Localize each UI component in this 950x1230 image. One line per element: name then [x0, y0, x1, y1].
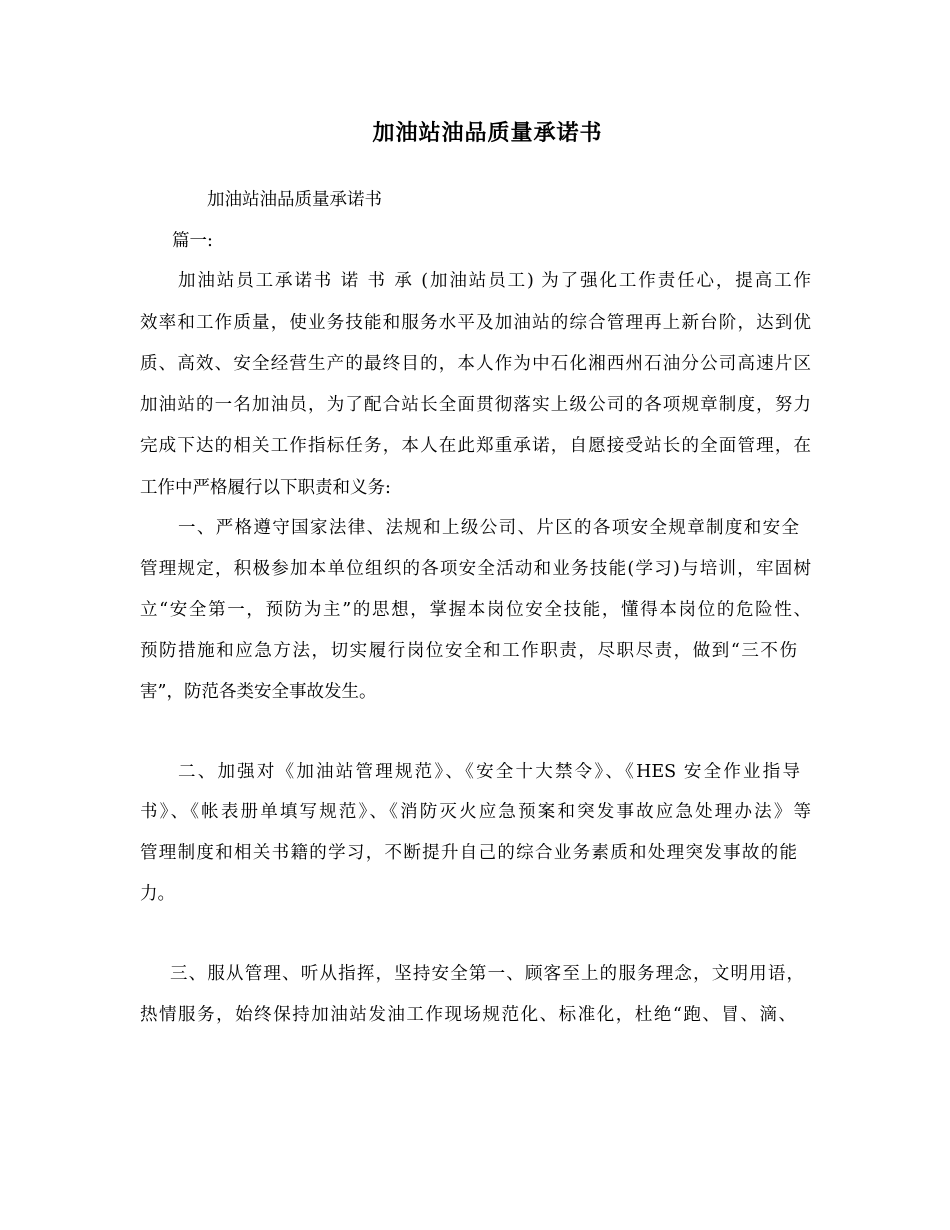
paragraph-line: 热情服务，始终保持加油站发油工作现场规范化、标准化，杜绝“跑、冒、滴、	[140, 1005, 796, 1025]
paragraph-line: 加油站的一名加油员，为了配合站长全面贯彻落实上级公司的各项规章制度，努力	[140, 395, 811, 415]
paragraph-line: 管理制度和相关书籍的学习，不断提升自己的综合业务素质和处理突发事故的能	[140, 843, 797, 863]
paragraph-line: 工作中严格履行以下职责和义务:	[140, 478, 391, 498]
paragraph-line: 质、高效、安全经营生产的最终目的，本人作为中石化湘西州石油分公司高速片区	[140, 354, 811, 374]
paragraph-line: 完成下达的相关工作指标任务，本人在此郑重承诺，自愿接受站长的全面管理，在	[140, 436, 811, 456]
paragraph-line: 立“安全第一，预防为主”的思想，掌握本岗位安全技能，懂得本岗位的危险性、	[140, 600, 811, 620]
paragraph-line: 害”，防范各类安全事故发生。	[140, 682, 377, 702]
paragraph-line: 效率和工作质量，使业务技能和服务水平及加油站的综合管理再上新台阶，达到优	[140, 313, 811, 333]
paragraph-line: 二、加强对《加油站管理规范》、《安全十大禁令》、《HES 安全作业指导	[178, 762, 800, 782]
document-subtitle: 加油站油品质量承诺书	[207, 190, 382, 210]
paragraph-line: 三、服从管理、听从指挥，坚持安全第一、顾客至上的服务理念，文明用语，	[170, 964, 804, 984]
paragraph-line: 一、严格遵守国家法律、法规和上级公司、片区的各项安全规章制度和安全	[178, 518, 799, 538]
section-label: 篇一:	[172, 231, 213, 251]
document-title: 加油站油品质量承诺书	[372, 120, 603, 146]
paragraph-line: 管理规定，积极参加本单位组织的各项安全活动和业务技能(学习)与培训，牢固树	[140, 559, 811, 579]
paragraph-line: 力。	[140, 884, 175, 904]
paragraph-line: 加油站员工承诺书 诺 书 承 (加油站员工) 为了强化工作责任心，提高工作	[178, 271, 811, 291]
paragraph-line: 预防措施和应急方法，切实履行岗位安全和工作职责，尽职尽责，做到“三不伤	[140, 641, 797, 661]
paragraph-line: 书》、《帐表册单填写规范》、《消防灭火应急预案和突发事故应急处理办法》等	[140, 802, 811, 822]
